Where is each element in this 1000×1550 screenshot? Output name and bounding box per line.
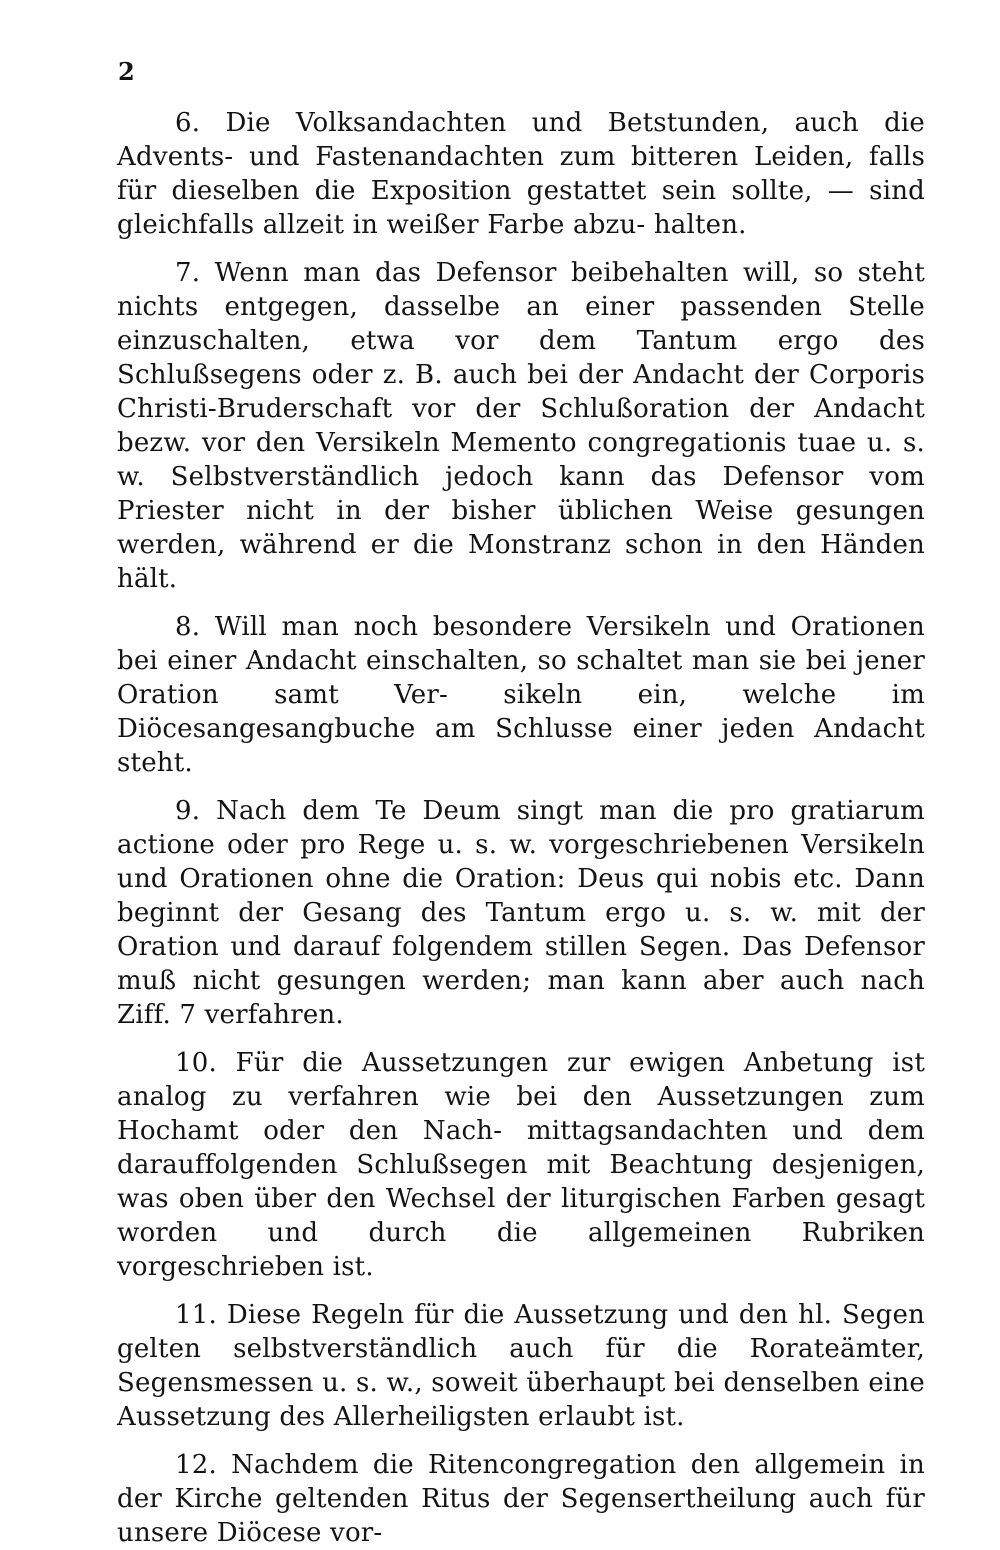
paragraph-text: Die Volksandachten und Betstunden, auch die Advents- und Fastenandachten zum bitteren Leiden, falls für dieselben die Exposition gestattet sein sollte, — sind gleichfalls allzeit in weißer Farbe abzu- halten. bbox=[117, 108, 926, 240]
paragraph-6 bbox=[117, 106, 925, 242]
paragraph-9 bbox=[117, 794, 925, 1032]
paragraph-12 bbox=[117, 1448, 925, 1550]
body-text bbox=[117, 106, 925, 1550]
paragraph-number: 12. bbox=[175, 1450, 217, 1480]
paragraph-text: Für die Aussetzungen zur ewigen Anbetung ist analog zu verfahren wie bei den Aussetzungen zum Hochamt oder den Nach- mittagsandachten und dem darauffolgenden Schlußsegen mit Beachtung desjenigen, was oben über den Wechsel der liturgischen Farben gesagt worden und durch die allgemeinen Rubriken vorgeschrieben ist. bbox=[117, 1048, 925, 1282]
paragraph-number: 11. bbox=[175, 1300, 217, 1330]
paragraph-11 bbox=[117, 1298, 925, 1434]
paragraph-number: 7. bbox=[175, 258, 201, 288]
paragraph-text: Nach dem Te Deum singt man die pro gratiarum actione oder pro Rege u. s. w. vorgeschriebenen Versikeln und Orationen ohne die Oration: Deus qui nobis etc. Dann beginnt der Gesang des Tantum ergo u. s. w. mit der Oration und darauf folgendem stillen Segen. Das Defensor muß nicht gesungen werden; man kann aber auch nach Ziff. 7 verfahren. bbox=[117, 796, 925, 1030]
paragraph-text: Nachdem die Ritencongregation den allgemein in der Kirche geltenden Ritus der Segensertheilung auch für unsere Diöcese vor- bbox=[117, 1450, 925, 1548]
paragraph-text: Diese Regeln für die Aussetzung und den hl. Segen gelten selbstverständlich auch für die Rorateämter, Segensmessen u. s. w., soweit überhaupt bei denselben eine Aussetzung des Allerheiligsten erlaubt ist. bbox=[117, 1300, 925, 1432]
paragraph-text: Will man noch besondere Versikeln und Orationen bei einer Andacht einschalten, so schaltet man sie bei jener Oration samt Ver- sikeln ein, welche im Diöcesangesangbuche am Schlusse einer jeden Andacht steht. bbox=[117, 612, 925, 778]
paragraph-number: 10. bbox=[175, 1048, 217, 1078]
paragraph-10 bbox=[117, 1046, 925, 1284]
paragraph-7 bbox=[117, 256, 925, 596]
page-number: 2 bbox=[118, 57, 135, 86]
paragraph-text: Wenn man das Defensor beibehalten will, so steht nichts entgegen, dasselbe an einer passenden Stelle einzuschalten, etwa vor dem Tantum ergo des Schlußsegens oder z. B. auch bei der Andacht der Corporis Christi-Bruderschaft vor der Schlußoration der Andacht bezw. vor den Versikeln Memento congregationis tuae u. s. w. Selbstverständlich jedoch kann das Defensor vom Priester nicht in der bisher üblichen Weise gesungen werden, während er die Monstranz schon in den Händen hält. bbox=[117, 258, 925, 594]
paragraph-8 bbox=[117, 610, 925, 780]
paragraph-number: 9. bbox=[175, 796, 201, 826]
paragraph-number: 8. bbox=[175, 612, 201, 642]
paragraph-number: 6. bbox=[175, 108, 201, 138]
